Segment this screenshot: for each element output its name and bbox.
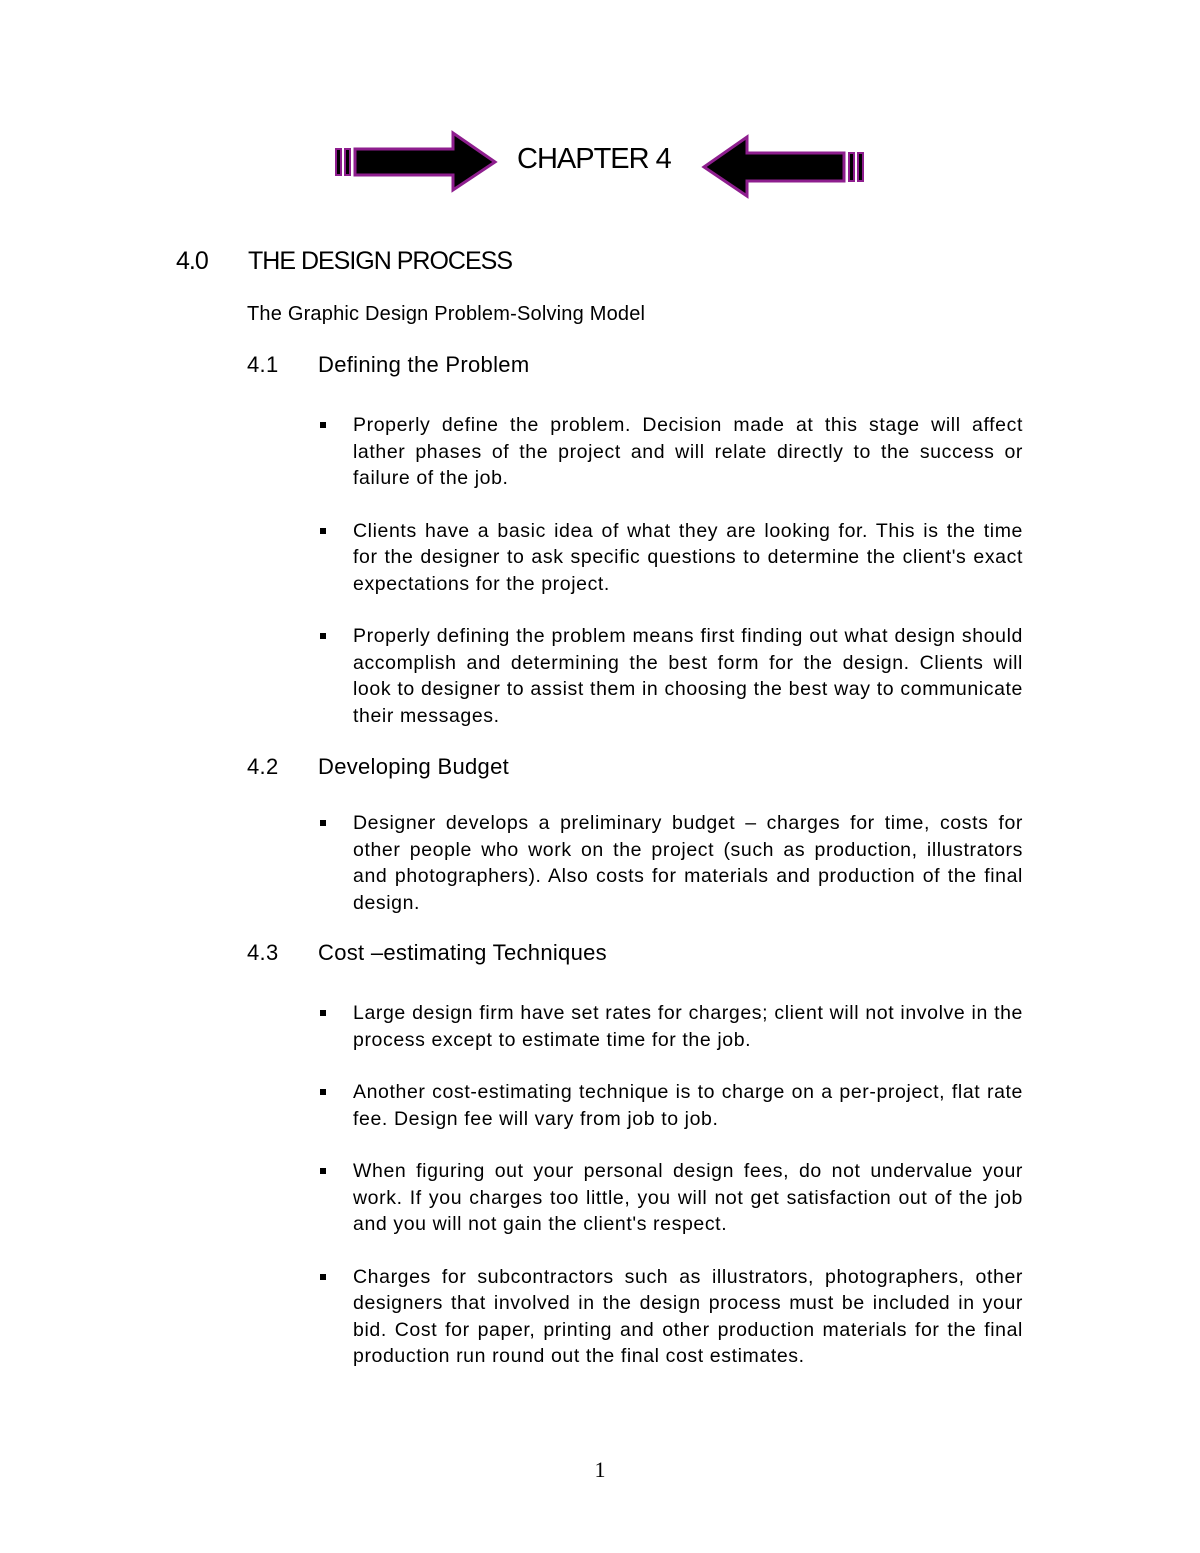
bullet-icon (320, 528, 326, 534)
section-heading (247, 940, 607, 966)
bullet-list (317, 1000, 1023, 1370)
section-title: Defining the Problem (318, 352, 530, 377)
bullet-icon (320, 1010, 326, 1016)
bullet-icon (320, 1274, 326, 1280)
main-heading-title: THE DESIGN PROCESS (248, 247, 512, 275)
list-item (317, 623, 1023, 729)
list-item (317, 1158, 1023, 1238)
section-heading (247, 754, 509, 780)
chapter-title: CHAPTER 4 (517, 143, 671, 175)
bullet-text: Clients have a basic idea of what they are looking for. This is the time for the designer to ask specific questions to determine the client's exact expectations for the project. (353, 519, 1023, 595)
list-item (317, 810, 1023, 916)
bullet-text: Designer develops a preliminary budget – charges for time, costs for other people who work on the project (such as production, illustrators and photographers). Also costs for materials and production of the final design. (353, 812, 1023, 914)
page-number: 1 (594, 1457, 606, 1482)
bullet-text: When figuring out your personal design fees, do not undervalue your work. If you charges too little, you will not get satisfaction out of the job and you will not gain the client's respect. (353, 1160, 1023, 1235)
bullet-text: Large design firm have set rates for charges; client will not involve in the process except to estimate time for the job. (353, 1002, 1023, 1051)
bullet-list (317, 412, 1023, 729)
bullet-icon (320, 1089, 326, 1095)
section-number: 4.3 (247, 940, 279, 965)
section-heading (247, 352, 529, 378)
bullet-icon (320, 1168, 326, 1174)
bullet-text: Another cost-estimating technique is to charge on a per-project, flat rate fee. Design fee will vary from job to job. (353, 1081, 1023, 1130)
section-title: Cost –estimating Techniques (318, 940, 607, 965)
left-arrow-icon (700, 128, 868, 200)
main-heading (176, 247, 512, 276)
list-item (317, 1000, 1023, 1053)
section-number: 4.1 (247, 352, 279, 377)
right-arrow-icon (333, 128, 501, 200)
bullet-text: Properly define the problem. Decision made at this stage will affect lather phases of the project and will relate directly to the success or failure of the job. (353, 414, 1023, 489)
bullet-list (317, 810, 1023, 916)
list-item (317, 412, 1023, 492)
bullet-icon (320, 633, 326, 639)
section-number: 4.2 (247, 754, 279, 779)
bullet-icon (320, 820, 326, 826)
list-item (317, 518, 1023, 598)
bullet-icon (320, 422, 326, 428)
bullet-text: Properly defining the problem means first finding out what design should accomplish and determining the best form for the design. Clients will look to designer to assist them in choosing the best way to communicate their messages. (353, 625, 1023, 727)
bullet-text: Charges for subcontractors such as illustrators, photographers, other designers that involved in the design process must be included in your bid. Cost for paper, printing and other production materials for the final production run round out the final cost estimates. (353, 1265, 1023, 1367)
list-item (317, 1264, 1023, 1370)
main-heading-number: 4.0 (176, 247, 208, 275)
subtitle: The Graphic Design Problem-Solving Model (247, 303, 646, 325)
chapter-banner (0, 128, 1200, 200)
list-item (317, 1079, 1023, 1132)
section-title: Developing Budget (318, 754, 510, 779)
